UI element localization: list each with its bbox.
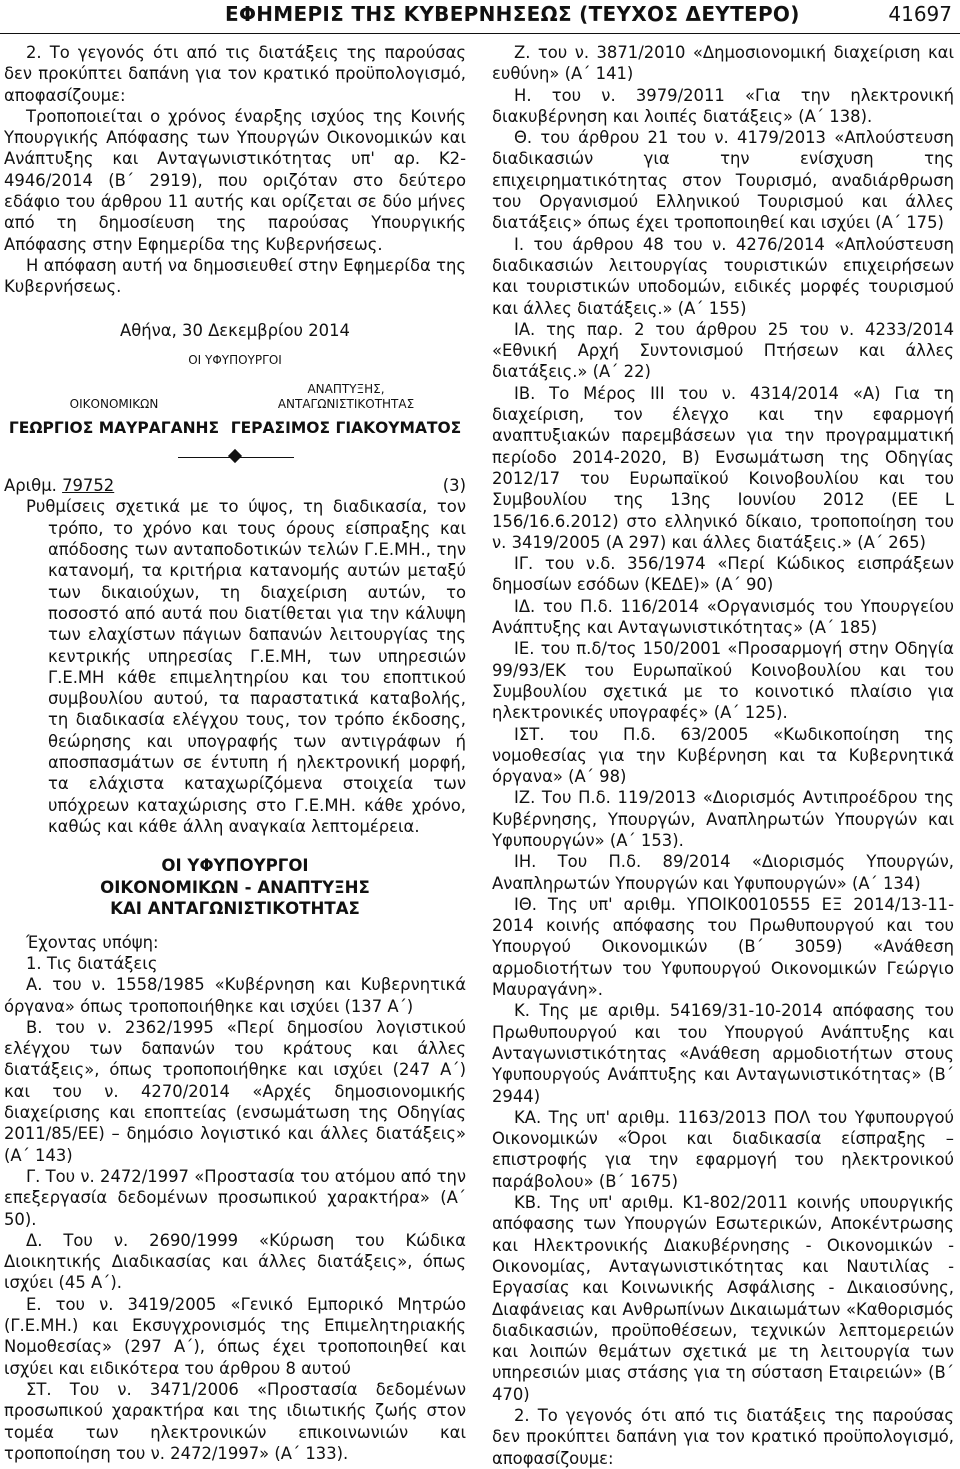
decision-title: Ρυθμίσεις σχετικά με το ύψος, τη διαδικασία, τον τρόπο, το χρόνο και τους όρους είσπραξης και απόδοσης των ανταποδοτικών τελών Γ.Ε.ΜΗ., την κατανομή, τα κριτήρια κατανομής αυτών μεταξύ των δικαιούχων, τη διαχείριση αυτών, το ποσοστό από αυτά που διατίθεται για την κάλυψη των ελαχίστων πάγιων δαπανών λειτουργίας της κεντρικής υπηρεσίας Γ.Ε.ΜΗ, των υπηρεσιών Γ.Ε.ΜΗ κάθε επιμελητηρίου και του εποπτικού συμβουλίου αυτού, τα παραστατικά καταβολής, τη διαδικασία ελέγχου τους, τον τρόπο έκδοσης, θεώρησης και υπογραφής των αντιγράφων ή αποσπασμάτων σε έντυπη ή ηλεκτρονική μορφή, τα ελάχιστα καταχωρίζόμενα στοιχεία των υπόχρεων καταχώρισης στο Γ.Ε.ΜΗ. κάθε χρόνο, καθώς και κάθε άλλη αναγκαία λεπτομέρεια.	[26, 497, 466, 836]
decision-label: Αριθμ.	[4, 476, 57, 496]
signature-left-ministry: ΟΙΚΟΝΟΜΙΚΩΝ	[69, 396, 159, 411]
decision-number-label	[4, 475, 114, 496]
issuer-heading-line-3: ΚΑΙ ΑΝΤΑΓΩΝΙΣΤΙΚΟΤΗΤΑΣ	[110, 899, 360, 919]
signature-names	[4, 418, 466, 439]
signature-left-name: ΓΕΩΡΓΙΟΣ ΜΑΥΡΑΓΑΝΗΣ	[8, 418, 220, 437]
gazette-title: ΕΦΗΜΕΡΙΣ ΤΗΣ ΚΥΒΕΡΝΗΣΕΩΣ (ΤΕΥΧΟΣ ΔΕΥΤΕΡΟ)	[225, 2, 800, 26]
issuer-heading	[4, 855, 466, 920]
section-divider	[4, 447, 466, 469]
provision-item-h: Η. του ν. 3979/2011 «Για την ηλεκτρονική διακυβέρνηση και λοιπές διατάξεις» (Α΄ 138).	[492, 85, 954, 126]
provision-item-th: Θ. του άρθρου 21 του ν. 4179/2013 «Απλούστευση διαδικασιών για την ενίσχυση της επιχειρηματικότητας στον Τουρισμό, αναδιάρθρωση του Οργανισμού Ελληνικού Τουρισμού και άλλες διατάξεις» όπως έχει τροποποιηθεί και ισχύει (Α΄ 175)	[492, 128, 954, 233]
paragraph-amendment: Τροποποιείται ο χρόνος έναρξης ισχύος της Κοινής Υπουργικής Απόφασης των Υπουργών Οικονομικών και Ανάπτυξης και Ανταγωνιστικότητας υπ' αρ. Κ2-4946/2014 (Β΄ 2919), που οριζόταν στο δεύτερο εδάφιο του άρθρου 11 αυτής και ορίζεται σε δύο μήνες από τη δημοσίευση της παρούσας Υπουργικής Απόφασης στην Εφημερίδα της Κυβερνήσεως.	[4, 106, 466, 254]
provision-item-z: Ζ. του ν. 3871/2010 «Δημοσιονομική διαχείριση και ευθύνη» (Α΄ 141)	[492, 43, 954, 84]
decision-number: 79752	[62, 476, 115, 496]
signature-role: ΟΙ ΥΦΥΠΟΥΡΓΟΙ	[188, 352, 282, 367]
signature-date: Αθήνα, 30 Δεκεμβρίου 2014	[120, 320, 350, 340]
provision-item-kb: ΚΒ. Της υπ' αριθμ. Κ1-802/2011 κοινής υπουργικής απόφασης των Υπουργών Εσωτερικών, Αποκέντρωσης και Ηλεκτρονικής Διακυβέρνησης - Οικονομικών - Οικονομίας, Ανταγωνιστικότητας και Ναυτιλίας - Εργασίας και Κοινωνικής Ασφάλισης - Δικαιοσύνης, Διαφάνειας και Ανθρωπίνων Δικαιωμάτων «Καθορισμός διαδικασιών, προϋποθέσεων, τεχνικών λεπτομερειών και λοιπών θεμάτων σχετικά με τη λειτουργία των υπηρεσιών μιας στάσης για τη σύσταση Εταιρειών» (Β΄ 470)	[492, 1193, 954, 1404]
provision-item-ist: ΙΣΤ. του Π.δ. 63/2005 «Κωδικοποίηση της νομοθεσίας για την Κυβέρνηση και τα Κυβερνητικά όργανα» (Α΄ 98)	[492, 724, 954, 787]
provision-item-e: Ε. του ν. 3419/2005 «Γενικό Εμπορικό Μητρώο (Γ.Ε.ΜΗ.) και Εκσυγχρονισμός της Επιμελητηριακής Νομοθεσίας» (297 Α΄), όπως έχει τροποποιηθεί και ισχύει και ειδικότερα του άρθρου 8 αυτού	[4, 1294, 466, 1378]
provision-item-ih: ΙΗ. Του Π.δ. 89/2014 «Διορισμός Υπουργών, Αναπληρωτών Υπουργών και Υφυπουργών» (Α΄ 134)	[492, 852, 954, 893]
issuer-heading-line-1: ΟΙ ΥΦΥΠΟΥΡΓΟΙ	[161, 856, 309, 876]
signature-ministries	[4, 382, 466, 412]
provision-item-iz: ΙΖ. Του Π.δ. 119/2013 «Διορισμός Αντιπροέδρου της Κυβέρνησης, Υπουργών, Αναπληρωτών Υπουργών και Υφυπουργών» (Α΄ 153).	[492, 788, 954, 850]
paragraph-publication: Η απόφαση αυτή να δημοσιευθεί στην Εφημερίδα της Κυβερνήσεως.	[4, 255, 466, 297]
paragraph-final-no-expense: 2. Το γεγονός ότι από τις διατάξεις της παρούσας δεν προκύπτει δαπάνη για τον κρατικό προϋπολογισμό, αποφασίζουμε:	[492, 1406, 954, 1468]
provision-item-id: ΙΔ. του Π.δ. 116/2014 «Οργανισμός του Υπουργείου Ανάπτυξης και Ανταγωνιστικότητας» (Α΄ 185)	[492, 596, 954, 638]
provision-item-ia: ΙΑ. της παρ. 2 του άρθρου 25 του ν. 4233/2014 «Εθνική Αρχή Συντονισμού Πτήσεων και άλλες διατάξεις.» (Α΄ 22)	[492, 319, 954, 382]
provision-item-d: Δ. Του ν. 2690/1999 «Κύρωση του Κώδικα Διοικητικής Διαδικασίας και άλλες διατάξεις», όπως ισχύει (45 Α΄).	[4, 1230, 466, 1293]
signature-right-ministry	[226, 382, 466, 412]
provision-item-g: Γ. Του ν. 2472/1997 «Προστασία του ατόμου από την επεξεργασία δεδομένων προσωπικού χαρακτήρα» (Α΄ 50).	[4, 1166, 466, 1229]
provision-item-ib: ΙΒ. Το Μέρος ΙΙΙ του ν. 4314/2014 «Α) Για τη διαχείριση, τον έλεγχο και την εφαρμογή αναπτυξιακών παρεμβάσεων για την προγραμματική περίοδο 2014-2020, Β) Ενσωμάτωση της Οδηγίας 2012/17 του Ευρωπαϊκού Κοινοβουλίου και του Συμβουλίου της 13ης Ιουνίου 2012 (ΕΕ L 156/16.6.2012) στο ελληνικό δίκαιο, τροποποίηση του ν. 3419/2005 (Α 297) και άλλες διατάξεις.» (Α΄ 265)	[492, 383, 954, 552]
page-number: 41697	[888, 2, 952, 26]
provision-item-ith: ΙΘ. Της υπ' αριθμ. ΥΠΟΙΚ0010555 ΕΞ 2014/13-11-2014 κοινής απόφασης του Πρωθυπουργού και του Υπουργού Οικονομικών (Β΄ 3059) «Ανάθεση αρμοδιοτήτων του Υφυπουργού Οικονομικών Γεώργιο Μαυραγάνη».	[492, 894, 954, 1000]
signature-right-ministry-line-1: ΑΝΑΠΤΥΞΗΣ,	[307, 381, 385, 396]
provision-item-st: ΣΤ. Του ν. 3471/2006 «Προστασία δεδομένων προσωπικού χαρακτήρα και της ιδιωτικής ζωής στον τομέα των ηλεκτρονικών επικοινωνιών και τροποποίηση του ν. 2472/1997» (Α΄ 133).	[4, 1379, 466, 1463]
divider-diamond-icon	[228, 449, 242, 463]
provision-item-k: Κ. Της με αριθμ. 54169/31-10-2014 απόφασης του Πρωθυπουργού και του Υπουργού Ανάπτυξης και Ανταγωνιστικότητας «Ανάθεση αρμοδιοτήτων στους Υφυπουργούς Ανάπτυξης και Ανταγωνιστικότητας» (Β΄ 2944)	[492, 1001, 954, 1106]
provision-item-ig: ΙΓ. του ν.δ. 356/1974 «Περί Κώδικος εισπράξεων δημοσίων εσόδων (ΚΕΔΕ)» (Α΄ 90)	[492, 554, 954, 595]
decision-sequence: (3)	[442, 476, 466, 496]
provision-item-1: 1. Τις διατάξεις	[26, 954, 158, 973]
having-regard: Έχοντας υπόψη:	[26, 932, 159, 952]
provision-item-b: Β. του ν. 2362/1995 «Περί δημοσίου λογιστικού ελέγχου των δαπανών του κράτους και άλλες διατάξεις», όπως τροποποιήθηκε και ισχύει (247 Α΄) και του ν. 4270/2014 «Αρχές δημοσιονομικής διαχείρισης και εποπτείας (ενσωμάτωση της Οδηγίας 2011/85/ΕΕ) – δημόσιο λογιστικό και άλλες διατάξεις» (Α΄ 143)	[4, 1017, 466, 1165]
left-column	[4, 42, 466, 1464]
provision-item-i: Ι. του άρθρου 48 του ν. 4276/2014 «Απλούστευση διαδικασιών λειτουργίας τουριστικών επιχειρήσεων και τουριστικών υποδομών, ειδικές μορφές τουρισμού και άλλες διατάξεις.» (Α΄ 155)	[492, 234, 954, 318]
paragraph-no-expense: 2. Το γεγονός ότι από τις διατάξεις της παρούσας δεν προκύπτει δαπάνη για τον κρατικό προϋπολογισμό, αποφασίζουμε:	[4, 43, 466, 105]
provision-item-ka: ΚΑ. Της υπ' αριθμ. 1163/2013 ΠΟΛ του Υφυπουργού Οικονομικών «Όροι και διαδικασία είσπραξης – επιστροφής για την εφαρμογή του ηλεκτρονικού παράβολου» (Β΄ 1675)	[492, 1107, 954, 1191]
provision-item-ie: ΙΕ. του π.δ/τος 150/2001 «Προσαρμογή στην Οδηγία 99/93/ΕΚ του Ευρωπαϊκού Κοινοβουλίου και του Συμβουλίου σχετικά με το κοινοτικό πλαίσιο για ηλεκτρονικές υπογραφές» (Α΄ 125).	[492, 639, 954, 723]
issuer-heading-line-2: ΟΙΚΟΝΟΜΙΚΩΝ - ΑΝΑΠΤΥΞΗΣ	[100, 877, 370, 897]
decision-number-row	[4, 475, 466, 496]
provision-item-a: Α. του ν. 1558/1985 «Κυβέρνηση και Κυβερνητικά όργανα» όπως τροποποιήθηκε και ισχύει (137 Α΄)	[4, 975, 466, 1016]
page-header	[0, 0, 960, 34]
header-divider	[0, 33, 960, 34]
signature-right-name: ΓΕΡΑΣΙΜΟΣ ΓΙΑΚΟΥΜΑΤΟΣ	[230, 418, 462, 437]
signature-right-ministry-line-2: ΑΝΤΑΓΩΝΙΣΤΙΚΟΤΗΤΑΣ	[277, 396, 415, 411]
right-column	[492, 42, 954, 1469]
